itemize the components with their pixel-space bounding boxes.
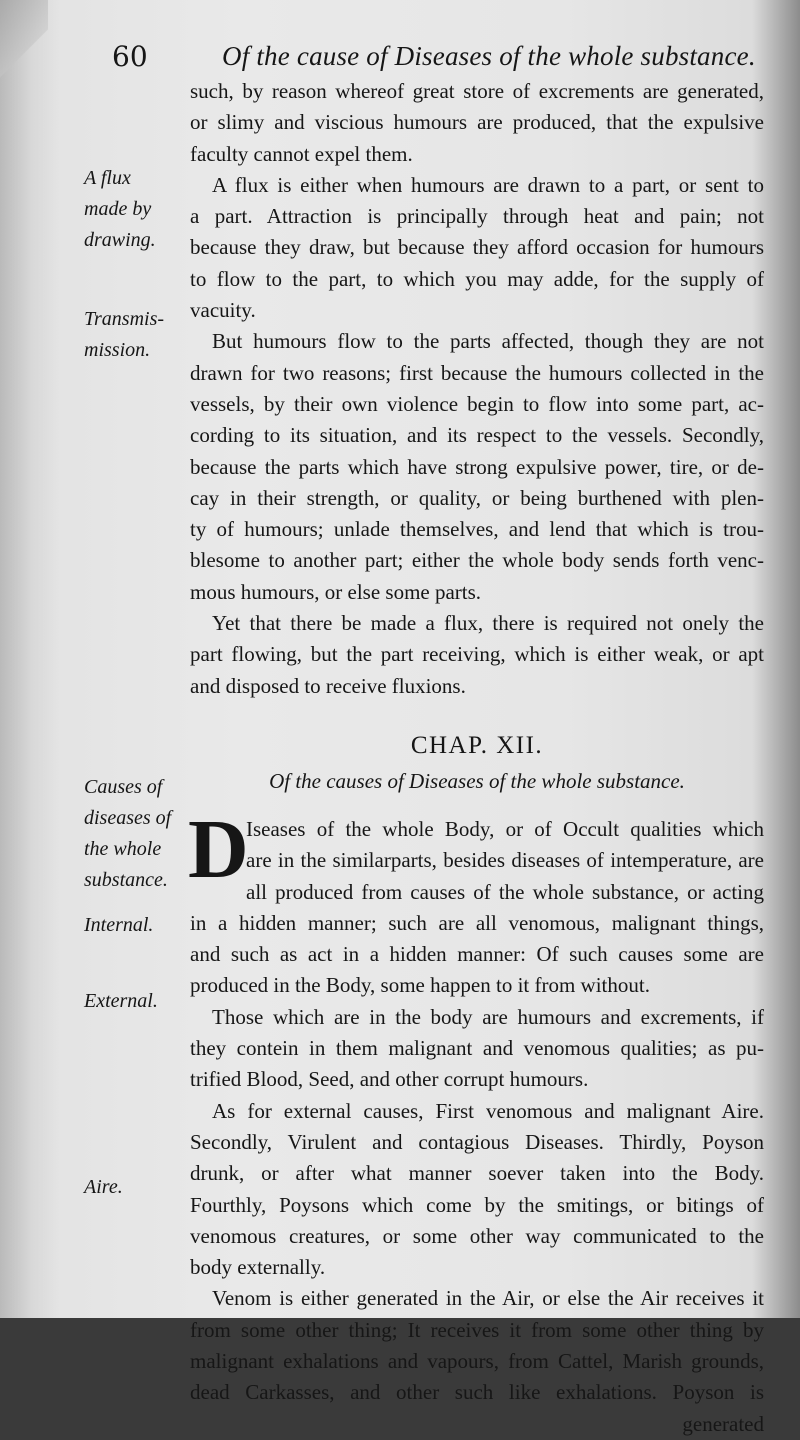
text-line: Those which are in the body are humours and excrements, if <box>212 1004 764 1029</box>
text-line: Yet that there be made a flux, there is required not onely the <box>212 611 764 636</box>
text-line: Venom is either generated in the Air, or else the Air receives it <box>212 1286 764 1311</box>
text-line: from some other thing; It receives it from some other thing by <box>190 1317 764 1342</box>
text-line: cording to its situation, and its respect to the vessels. Secondly, <box>190 423 764 448</box>
running-head: Of the cause of Diseases of the whole substance. <box>222 41 756 71</box>
margin-note-flux: A flux made by drawing. <box>84 167 156 251</box>
text-line: malignant exhalations and vapours, from Cattel, Marish grounds, <box>190 1348 764 1373</box>
paragraph <box>190 326 764 608</box>
text-line: ty of humours; unlade themselves, and lend that which is trou- <box>190 517 764 542</box>
paragraph <box>190 1096 764 1284</box>
drop-cap: D <box>188 802 249 896</box>
margin-note-aire: Aire. <box>84 1176 123 1198</box>
text-line: drunk, or after what manner soever taken into the Body. <box>190 1161 764 1186</box>
text-line: dead Carkasses, and other such like exhalations. Poyson is <box>190 1380 764 1405</box>
text-line: because the parts which have strong expulsive power, tire, or de- <box>190 454 764 479</box>
text-line: drawn for two reasons; first because the humours collected in the <box>190 360 764 385</box>
text-line: because they draw, but because they afford occasion for humours <box>190 235 764 260</box>
spacer <box>190 702 764 720</box>
text-line: or slimy and viscious humours are produced, that the expulsive <box>190 110 764 135</box>
paragraph <box>190 170 764 326</box>
paragraph <box>190 1283 764 1408</box>
text-line: part flowing, but the part receiving, which is either weak, or apt <box>190 642 764 667</box>
text-line: produced in the Body, some happen to it from without. <box>190 973 650 998</box>
page-number: 60 <box>112 40 148 73</box>
paragraph <box>190 608 764 702</box>
text-line: and such as act in a hidden manner: Of such causes some are <box>190 942 764 967</box>
text-line: vessels, by their own violence begin to flow into some part, ac- <box>190 391 764 416</box>
text-line: all produced from causes of the whole substance, or acting <box>246 879 764 904</box>
paragraph <box>190 1002 764 1096</box>
text-line: But humours flow to the parts affected, though they are not <box>212 329 764 354</box>
text-line: to flow to the part, to which you may adde, for the supply of <box>190 266 764 291</box>
text-line: mous humours, or else some parts. <box>190 579 482 604</box>
chapter-heading: CHAP. XII. <box>410 731 544 759</box>
chapter-subtitle: Of the causes of Diseases of the whole substance. <box>269 768 685 793</box>
text-line: such, by reason whereof great store of excrements are generated, <box>190 79 764 103</box>
text-line: and disposed to receive fluxions. <box>190 673 466 698</box>
paragraph <box>188 802 764 1002</box>
text-line: A flux is either when humours are drawn to a part, or sent to <box>212 172 764 197</box>
text-line: in a hidden manner; such are all venomous, malignant things, <box>190 910 764 935</box>
text-line: vacuity. <box>190 298 256 323</box>
catchword: generated <box>682 1411 764 1436</box>
page-header <box>0 38 800 78</box>
text-line: As for external causes, First venomous and malignant Aire. <box>212 1098 764 1123</box>
margin-note-causes: Causes of diseases of the whole substance. <box>84 776 172 891</box>
text-line: are in the similarparts, besides diseases of intemperature, are <box>246 848 764 873</box>
body-text <box>190 76 764 1440</box>
text-line: faculty cannot expel them. <box>190 141 413 166</box>
margin-note-internal: Internal. <box>84 914 154 936</box>
paragraph <box>190 76 764 170</box>
text-line: trified Blood, Seed, and other corrupt humours. <box>190 1067 589 1092</box>
text-line: venomous creatures, or some other way communicated to the <box>190 1223 764 1248</box>
margin-note-transmission: Transmis- mission. <box>84 308 165 361</box>
text-line: blesome to another part; either the whole body sends forth venc- <box>190 548 764 573</box>
margin-note-external: External. <box>84 990 158 1012</box>
text-line: Secondly, Virulent and contagious Diseases. Thirdly, Poyson <box>190 1129 764 1154</box>
text-line: Fourthly, Poysons which come by the smitings, or bitings of <box>190 1192 764 1217</box>
text-line: cay in their strength, or quality, or being burthened with plen- <box>190 485 764 510</box>
text-line: body externally. <box>190 1255 326 1280</box>
text-line: a part. Attraction is principally through heat and pain; not <box>190 204 764 229</box>
text-line: Iseases of the whole Body, or of Occult qualities which <box>246 816 764 841</box>
text-line: they contein in them malignant and venomous qualities; as pu- <box>190 1036 764 1061</box>
